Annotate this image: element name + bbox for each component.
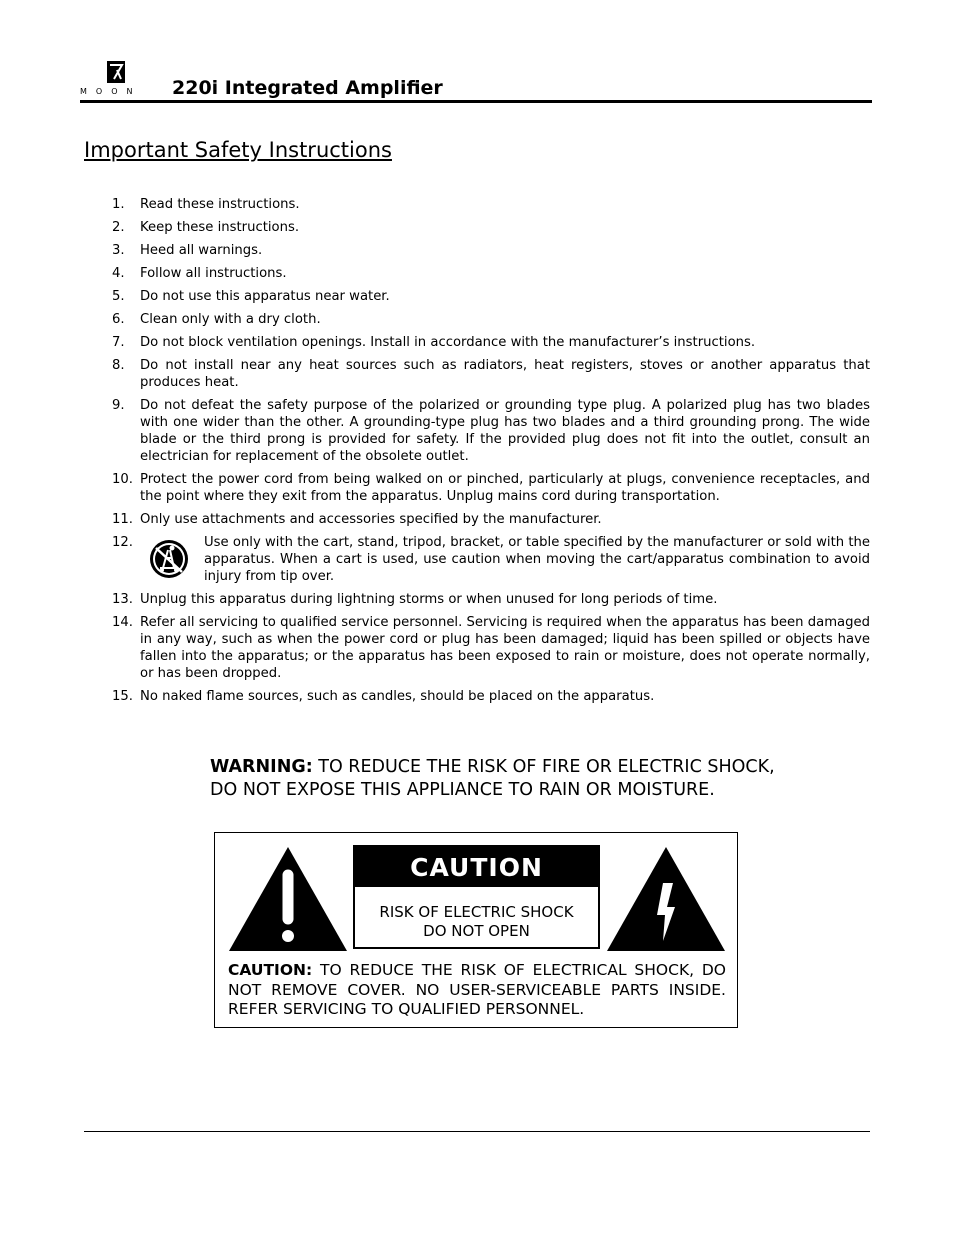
item-number: 11. (112, 512, 133, 527)
warning-line-1: TO REDUCE THE RISK OF FIRE OR ELECTRIC SHOCK, (318, 757, 775, 777)
item-text: Do not block ventilation openings. Install in accordance with the manufacturer’s instructions. (140, 335, 756, 350)
item-number: 4. (112, 266, 125, 281)
item-text: Do not install near any heat sources such as radiators, heat registers, stoves or another apparatus that produces heat. (140, 358, 870, 390)
list-item (84, 397, 870, 465)
list-item (84, 311, 870, 328)
item-number: 8. (112, 358, 125, 373)
list-item (84, 334, 870, 351)
item-text: Protect the power cord from being walked on or pinched, particularly at plugs, convenience receptacles, and the point where they exit from the apparatus. Unplug mains cord during transportation. (140, 472, 870, 504)
caution-text-label: CAUTION: (228, 961, 313, 979)
moon-logo-icon (106, 60, 126, 84)
list-item (84, 242, 870, 259)
logo-text: MOON (80, 87, 142, 96)
warning-line-2: DO NOT EXPOSE THIS APPLIANCE TO RAIN OR MOISTURE. (210, 780, 715, 800)
warning-notice (210, 756, 810, 802)
list-item (84, 288, 870, 305)
item-number: 7. (112, 335, 125, 350)
item-text: Only use attachments and accessories specified by the manufacturer. (140, 512, 602, 527)
item-text: Read these instructions. (140, 197, 300, 212)
item-text: Do not use this apparatus near water. (140, 289, 390, 304)
safety-instructions-list (84, 196, 870, 711)
list-item (84, 471, 870, 505)
item-number: 5. (112, 289, 125, 304)
item-number: 13. (112, 592, 133, 607)
list-item (84, 265, 870, 282)
caution-subtext (355, 903, 598, 941)
caution-label (214, 832, 738, 1028)
item-text: Follow all instructions. (140, 266, 287, 281)
exclamation-triangle-icon (227, 845, 349, 953)
caution-sub-line-2: DO NOT OPEN (423, 922, 530, 940)
item-number: 1. (112, 197, 125, 212)
item-text: Clean only with a dry cloth. (140, 312, 321, 327)
list-item (84, 534, 870, 585)
caution-sub-line-1: RISK OF ELECTRIC SHOCK (379, 903, 574, 921)
item-number: 6. (112, 312, 125, 327)
cart-tip-over-icon (148, 538, 190, 580)
item-text: Heed all warnings. (140, 243, 263, 258)
item-text: Unplug this apparatus during lightning storms or when unused for long periods of time. (140, 592, 718, 607)
item-number: 12. (112, 535, 133, 550)
list-item (84, 357, 870, 391)
item-text: Refer all servicing to qualified service personnel. Servicing is required when the apparatus has been damaged in any way, such as when the power cord or plug has been damaged; liquid has been spilled or objects have fallen into the apparatus; or the apparatus has been exposed to rain or moisture, does not operate normally, or has been dropped. (140, 615, 870, 681)
item-text: Do not defeat the safety purpose of the polarized or grounding type plug. A polarized plug has two blades with one wider than the other. A grounding-type plug has two blades and a third grounding prong. The wide blade or the third prong is provided for safety. If the provided plug does not fit into the outlet, consult an electrician for replacement of the obsolete outlet. (140, 398, 870, 464)
warning-label: WARNING: (210, 757, 313, 777)
section-title: Important Safety Instructions (84, 138, 392, 162)
list-item (84, 196, 870, 213)
list-item (84, 614, 870, 682)
item-number: 14. (112, 615, 133, 630)
list-item (84, 591, 870, 608)
item-number: 15. (112, 689, 133, 704)
item-text: Keep these instructions. (140, 220, 300, 235)
item-text: Use only with the cart, stand, tripod, bracket, or table specified by the manufacturer or sold with the apparatus. When a cart is used, use caution when moving the cart/apparatus combination to avoid injury from tip over. (204, 535, 870, 584)
item-number: 2. (112, 220, 125, 235)
caution-text (228, 961, 726, 1020)
list-item (84, 688, 870, 705)
item-number: 9. (112, 398, 125, 413)
footer-divider (84, 1131, 870, 1132)
moon-logo (80, 60, 152, 98)
item-text: No naked flame sources, such as candles, should be placed on the apparatus. (140, 689, 655, 704)
item-number: 10. (112, 472, 133, 487)
list-item (84, 511, 870, 528)
list-item (84, 219, 870, 236)
lightning-triangle-icon (605, 845, 727, 953)
header-divider (80, 100, 872, 103)
item-number: 3. (112, 243, 125, 258)
document-title: 220i Integrated Amplifier (172, 77, 443, 99)
caution-text-body: TO REDUCE THE RISK OF ELECTRICAL SHOCK, DO NOT REMOVE COVER. NO USER-SERVICEABLE PARTS INSIDE. REFER SERVICING TO QUALIFIED PERSONNEL. (228, 961, 726, 1018)
caution-panel (353, 845, 600, 949)
caution-heading: CAUTION (355, 847, 598, 887)
